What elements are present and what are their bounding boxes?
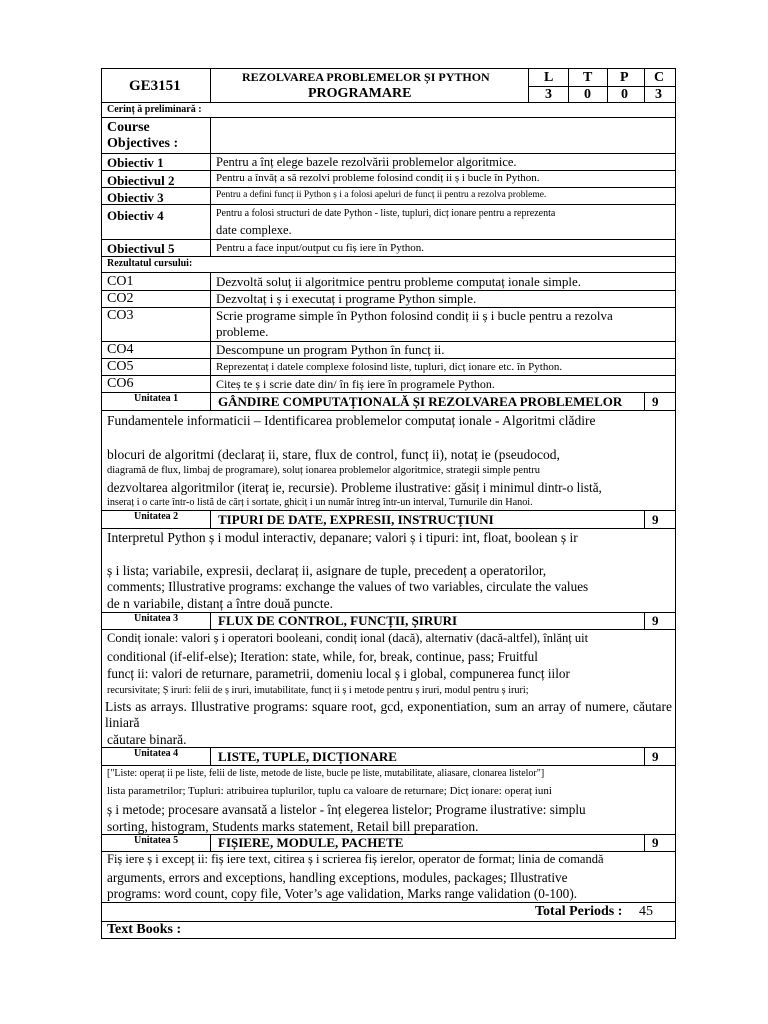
unit-header-row <box>101 511 676 529</box>
unit-content-line: Condiț ionale: valori ș i operatori booleani, condiț ional (dacă), alternativ (dacă-altfel), înlănț uit <box>107 631 589 645</box>
ltpc-label-c: C <box>654 70 665 85</box>
textbooks-row <box>101 922 676 939</box>
outcome-code: CO5 <box>107 359 134 374</box>
objective-text: Pentru a folosi structuri de date Python - liste, tupluri, dicț ionare pentru a reprezenta <box>216 208 556 219</box>
course-header-row <box>101 68 676 103</box>
outcome-text: Reprezentaț i datele complexe folosind liste, tupluri, dicț ionare etc. în Python. <box>216 361 563 373</box>
course-title-line2: PROGRAMARE <box>308 86 412 101</box>
unit-header-row <box>101 393 676 411</box>
objective-text: Pentru a învăț a să rezolvi probleme folosind condiț ii ș i bucle în Python. <box>216 172 540 184</box>
unit-title: GÂNDIRE COMPUTAȚIONALĂ ȘI REZOLVAREA PROBLEMELOR <box>218 394 623 409</box>
outcome-row <box>101 359 676 376</box>
prerequisites-label: Cerinț ă preliminară : <box>107 104 202 115</box>
ltpc-value-l: 3 <box>545 87 552 102</box>
ltpc-value-t: 0 <box>584 87 591 102</box>
outcome-row <box>101 376 676 393</box>
unit-content-line: inseraț i o carte într-o listă de cărț i sortate, ghiciț i un număr întreg într-un interval, Turnurile din Hanoi. <box>107 497 533 508</box>
objective-label: Obiectiv 3 <box>107 190 164 205</box>
unit-content-line: dezvoltarea algoritmilor (iteraț ie, recursie). Probleme ilustrative: găsiț i minimul dintr-o listă, <box>107 480 602 495</box>
unit-hours: 9 <box>652 613 659 628</box>
unit-content-line: Lists as arrays. Illustrative programs: square root, gcd, exponentiation, sum an array of numere, căutare liniară <box>105 699 672 730</box>
unit-title: TIPURI DE DATE, EXPRESII, INSTRUCȚIUNI <box>218 512 494 527</box>
unit-content-line: lista parametrilor; Tupluri: atribuirea tuplurilor, tuplu ca valoare de returnare; Dicț ionare: operaț iuni <box>107 785 552 797</box>
total-periods-label: Total Periods : <box>535 904 623 919</box>
ltpc-label-l: L <box>544 70 554 85</box>
course-title-line1: REZOLVAREA PROBLEMELOR ȘI PYTHON <box>242 70 490 84</box>
objective-text: Pentru a defini funcț ii Python ș i a folosi apeluri de funcț ii pentru a rezolva probleme. <box>216 190 547 200</box>
course-objectives-label-2: Objectives : <box>107 136 179 151</box>
objective-row <box>101 240 676 257</box>
objective-row <box>101 188 676 205</box>
objective-text: Pentru a face input/output cu fiș iere în Python. <box>216 242 425 254</box>
unit-content-row <box>101 529 676 613</box>
outcome-code: CO2 <box>107 291 134 306</box>
unit-title: FIȘIERE, MODULE, PACHETE <box>218 835 404 850</box>
unit-content-line: Interpretul Python ș i modul interactiv, depanare; valori ș i tipuri: int, float, boolean ș ir <box>107 530 578 545</box>
unit-hours: 9 <box>652 835 659 850</box>
unit-content-line: recursivitate; Ș iruri: felii de ș iruri, imutabilitate, funcț ii ș i metode pentru ș iruri, modul pentru ș iruri; <box>107 685 529 696</box>
unit-content-line: ș i lista; variabile, expresii, declaraț ii, asignare de tuple, precedenț a operatorilor, <box>107 563 547 578</box>
unit-content-line: arguments, errors and exceptions, handling exceptions, modules, packages; Illustrative <box>107 870 568 885</box>
unit-content-line: blocuri de algoritmi (declaraț ii, stare, flux de control, funcț ii), notaț ie (pseudocod, <box>107 447 560 462</box>
ltpc-value-p: 0 <box>621 87 628 102</box>
unit-content-line: comments; Illustrative programs: exchange the values of two variables, circulate the values <box>107 579 589 594</box>
unit-label: Unitatea 3 <box>134 613 179 624</box>
outcome-text: Scrie programe simple în Python folosind condiț ii ș i bucle pentru a rezolva <box>216 308 613 323</box>
unit-header-row <box>101 748 676 766</box>
unit-hours: 9 <box>652 749 659 764</box>
textbooks-label: Text Books : <box>107 922 182 937</box>
objective-label: Obiectivul 2 <box>107 173 175 188</box>
objective-label: Obiectiv 4 <box>107 208 164 223</box>
outcome-row <box>101 273 676 291</box>
unit-label: Unitatea 5 <box>134 835 179 846</box>
unit-content-line: programs: word count, copy file, Voter’s age validation, Marks range validation (0-100). <box>107 886 578 901</box>
outcome-text-cont: probleme. <box>216 324 269 339</box>
unit-hours: 9 <box>652 394 659 409</box>
ltpc-value-c: 3 <box>655 87 662 102</box>
total-periods-row <box>101 903 676 922</box>
unit-hours: 9 <box>652 512 659 527</box>
unit-label: Unitatea 4 <box>134 748 179 759</box>
outcome-code: CO3 <box>107 308 134 323</box>
course-objectives-label: Course <box>107 120 150 135</box>
objective-row <box>101 154 676 171</box>
outcome-code: CO1 <box>107 274 134 289</box>
outcome-text: Dezvoltaț i ș i executaț i programe Python simple. <box>216 291 477 306</box>
outcome-row <box>101 342 676 359</box>
objective-row <box>101 171 676 188</box>
ltpc-label-t: T <box>583 70 593 85</box>
outcome-text: Descompune un program Python în funcț ii. <box>216 342 445 357</box>
unit-content-row <box>101 852 676 903</box>
unit-title: FLUX DE CONTROL, FUNCȚII, ȘIRURI <box>218 613 458 628</box>
unit-content-row <box>101 766 676 835</box>
unit-content-line: ["Liste: operaț ii pe liste, felii de liste, metode de liste, bucle pe liste, mutabilitate, aliasare, clonarea listelor"] <box>107 768 545 779</box>
outcome-text: Citeș te ș i scrie date din/ în fiș iere în programele Python. <box>216 377 495 391</box>
objective-row <box>101 205 676 240</box>
unit-label: Unitatea 2 <box>134 511 179 522</box>
objective-label: Obiectiv 1 <box>107 155 164 170</box>
outcomes-label: Rezultatul cursului: <box>107 258 193 269</box>
total-periods-value: 45 <box>639 904 653 919</box>
unit-content-row <box>101 411 676 511</box>
prerequisites-row <box>101 103 676 118</box>
unit-content-line: de n variabile, distanț a între două puncte. <box>107 596 334 611</box>
outcome-row <box>101 308 676 342</box>
outcome-code: CO4 <box>107 342 134 357</box>
outcomes-label-row <box>101 257 676 273</box>
outcome-code: CO6 <box>107 376 134 391</box>
ltpc-label-p: P <box>620 70 629 85</box>
unit-content-line: conditional (if-elif-else); Iteration: state, while, for, break, continue, pass; Fruitful <box>107 649 538 664</box>
unit-content-line: funcț ii: valori de returnare, parametrii, domeniu local ș i global, compunerea funcț iilor <box>107 666 570 681</box>
objective-text: Pentru a înț elege bazele rezolvării problemelor algoritmice. <box>216 155 517 169</box>
course-code: GE3151 <box>129 78 181 94</box>
course-objectives-row <box>101 118 676 154</box>
outcome-row <box>101 291 676 308</box>
unit-content-line: diagramă de flux, limbaj de programare), soluț ionarea problemelor algoritmice, strategii simple pentru <box>107 465 540 476</box>
unit-content-line: Fundamentele informaticii – Identificarea problemelor computaț ionale - Algoritmi clădire <box>107 413 596 428</box>
outcome-text: Dezvoltă soluț ii algoritmice pentru probleme computaț ionale simple. <box>216 274 581 289</box>
unit-header-row <box>101 835 676 852</box>
syllabus-document <box>101 68 676 939</box>
unit-content-line: sorting, histogram, Students marks statement, Retail bill preparation. <box>107 819 479 834</box>
unit-title: LISTE, TUPLE, DICȚIONARE <box>218 749 397 764</box>
objective-label: Obiectivul 5 <box>107 241 175 256</box>
unit-label: Unitatea 1 <box>134 393 179 404</box>
unit-content-row <box>101 630 676 748</box>
objective-text-cont: date complexe. <box>216 223 292 237</box>
unit-content-line: căutare binară. <box>107 732 187 747</box>
unit-header-row <box>101 613 676 630</box>
unit-content-line: ș i metode; procesare avansată a listelor - înț elegerea listelor; Programe ilustrative: simplu <box>107 802 586 817</box>
unit-content-line: Fiș iere ș i excepț ii: fiș iere text, citirea ș i scrierea fiș ierelor, operator de format; linia de comandă <box>107 852 604 866</box>
